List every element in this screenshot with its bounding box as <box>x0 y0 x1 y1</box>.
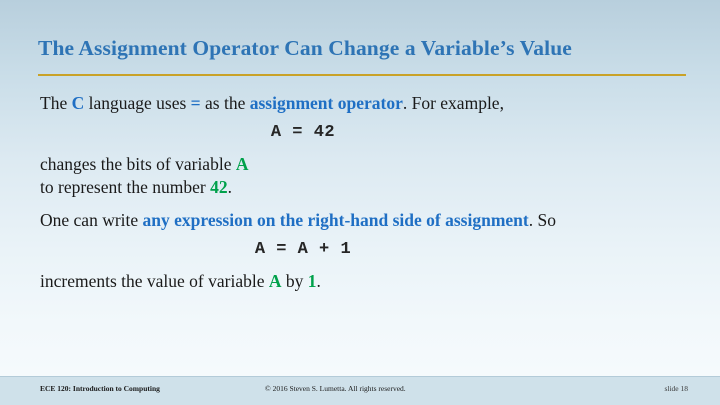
p4-variable-a: A <box>268 271 282 292</box>
p2-text-1: changes the bits of variable <box>40 154 236 175</box>
page-title: The Assignment Operator Can Change a Variable’s Value <box>38 36 572 60</box>
slide-body <box>40 92 686 294</box>
p1-operator-equals: = <box>190 93 201 113</box>
p4-text-1: increments the value of variable <box>40 271 269 292</box>
p2-text-2: to represent the number <box>40 176 211 197</box>
p2-text-3: . <box>227 176 232 197</box>
paragraph-4 <box>40 270 686 292</box>
footer-copyright: © 2016 Steven S. Lumetta. All rights reserved. <box>265 384 406 393</box>
p4-text-2: by <box>281 271 308 292</box>
p1-term-assignment-operator: assignment operator <box>249 93 403 113</box>
p3-term-rhs: any expression on the right-hand side of assignment <box>142 209 529 230</box>
p4-number-1: 1 <box>307 271 317 292</box>
p1-text-2: language uses <box>84 93 191 113</box>
p1-text-3: as the <box>200 93 250 113</box>
p1-text-4: . For example, <box>402 93 504 113</box>
code-block-2: A = A + 1 <box>254 240 352 260</box>
p3-text-2: . So <box>528 209 556 230</box>
p1-keyword-c: C <box>71 93 85 113</box>
paragraph-1 <box>40 92 686 114</box>
p1-text-1: The <box>40 93 72 113</box>
paragraph-3 <box>40 209 686 231</box>
p4-text-3: . <box>316 271 321 292</box>
paragraph-2 <box>40 153 686 198</box>
footer-slide-number: slide 18 <box>664 384 688 393</box>
p2-variable-a: A <box>235 154 249 175</box>
p2-number-42: 42 <box>210 176 228 197</box>
spacer-1 <box>40 200 686 209</box>
footer-course-label: ECE 120: Introduction to Computing <box>40 384 160 393</box>
code-block-1: A = 42 <box>270 123 336 143</box>
p3-text-1: One can write <box>40 209 143 230</box>
title-divider <box>38 74 686 76</box>
slide-footer <box>0 376 720 405</box>
